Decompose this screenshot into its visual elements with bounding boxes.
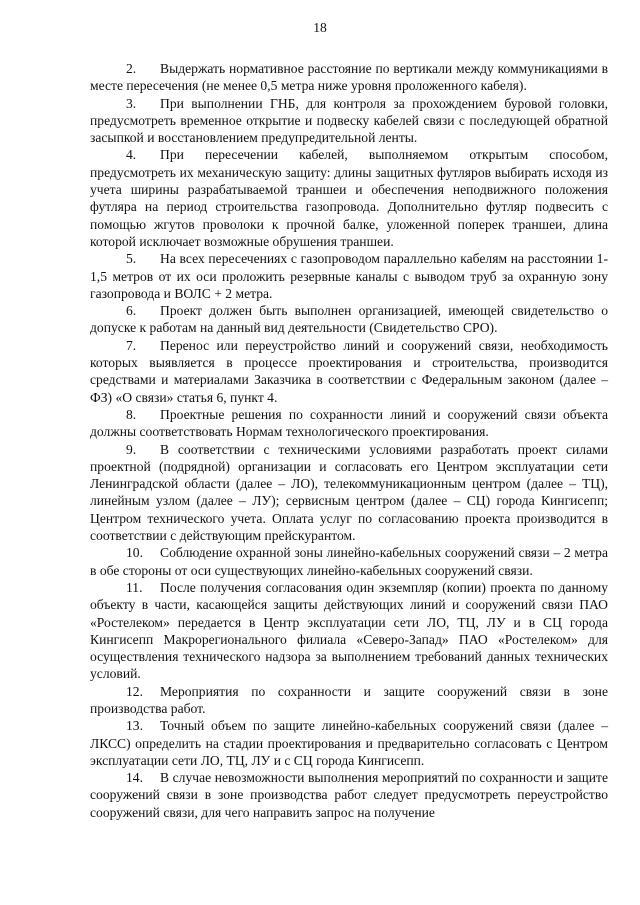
paragraph-5: [90, 250, 608, 302]
paragraph-11: [90, 579, 608, 683]
paragraph-13: [90, 717, 608, 769]
paragraph-text: Проект должен быть выполнен организацией, имеющей свидетельство о допуске к работам на данный вид деятельности (Свидетельство СРО).: [90, 303, 608, 336]
paragraph-number: 10.: [126, 545, 143, 561]
page-number: 18: [313, 20, 327, 35]
paragraph-12: [90, 683, 608, 718]
paragraph-3: [90, 95, 608, 147]
paragraph-text: При выполнении ГНБ, для контроля за прохождением буровой головки, предусмотреть временное открытие и подвеску кабелей связи с последующей обратной засыпкой и восстановлением предупредительной ленты.: [90, 95, 608, 146]
paragraph-text: После получения согласования один экземпляр (копии) проекта по данному объекту в части, касающейся защиты действующих линий и сооружений связи ПАО «Ростелеком» передается в Центр эксплуатации сети ЛО, ТЦ, ЛУ и в СЦ города Кингисепп Макрорегионального филиала «Северо-Запад» ПАО «Ростелеком» для осуществления технического надзора за выполнением требований данных технических условий.: [90, 579, 608, 682]
paragraph-8: [90, 406, 608, 441]
paragraph-text: При пересечении кабелей, выполняемом открытым способом, предусмотреть их механическую защиту: длины защитных футляров выбирать исходя из учета ширины разрабатываемой траншеи и обеспечения неподвижного положения футляра на период строительства газопровода. Дополнительно футляр подвесить с помощью жгутов проволоки к прочной балке, уложенной поперек траншеи, длина которой исключает возможные обрушения траншеи.: [90, 147, 608, 249]
paragraph-text: В случае невозможности выполнения мероприятий по сохранности и защите сооружений связи в зоне производства работ следует предусмотреть переустройство сооружений связи, для чего направить запрос на получение: [90, 770, 608, 820]
paragraph-number: 8.: [126, 406, 137, 422]
paragraph-text: Мероприятия по сохранности и защите сооружений связи в зоне производства работ.: [90, 683, 608, 716]
document-body: [90, 60, 608, 821]
paragraph-10: [90, 544, 608, 579]
paragraph-number: 7.: [126, 337, 137, 353]
paragraph-number: 14.: [126, 770, 143, 786]
paragraph-text: Выдержать нормативное расстояние по вертикали между коммуникациями в месте пересечения (не менее 0,5 метра ниже уровня проложенного кабеля).: [90, 61, 608, 94]
paragraph-14: [90, 769, 608, 821]
paragraph-text: В соответствии с техническими условиями разработать проект силами проектной (подрядной) организации и согласовать его Центром эксплуатации сети Ленинградской области (далее – ЛО), телекоммуникационным центром (далее – ТЦ), линейным узлом (далее – ЛУ); сервисным центром (далее – СЦ) города Кингисепп; Центром технического учета. Оплата услуг по согласованию проекта производится в соответствии с действующим прейскурантом.: [90, 441, 608, 544]
paragraph-text: Соблюдение охранной зоны линейно-кабельных сооружений связи – 2 метра в обе стороны от оси существующих линейно-кабельных сооружений связи.: [90, 545, 608, 578]
paragraph-text: Точный объем по защите линейно-кабельных сооружений связи (далее – ЛКСС) определить на стадии проектирования и предварительно согласовать с Центром эксплуатации сети ЛО, ТЦ, ЛУ и с СЦ города Кингисепп.: [90, 718, 608, 768]
paragraph-number: 4.: [126, 147, 137, 163]
paragraph-9: [90, 441, 608, 545]
paragraph-4: [90, 146, 608, 250]
paragraph-text: На всех пересечениях с газопроводом параллельно кабелям на расстоянии 1-1,5 метров от их оси проложить резервные каналы с выводом труб за охранную зону газопровода и ВОЛС + 2 метра.: [90, 251, 608, 301]
paragraph-7: [90, 337, 608, 406]
paragraph-text: Проектные решения по сохранности линий и сооружений связи объекта должны соответствовать Нормам технологического проектирования.: [90, 406, 608, 440]
paragraph-number: 6.: [126, 303, 137, 319]
paragraph-number: 12.: [126, 683, 143, 699]
paragraph-text: Перенос или переустройство линий и сооружений связи, необходимость которых выявляется в процессе проектирования и строительства, производится средствами и материалами Заказчика в соответствии с Федеральным законом (далее – ФЗ) «О связи» статья 6, пункт 4.: [90, 337, 608, 405]
paragraph-number: 3.: [126, 95, 137, 111]
paragraph-number: 9.: [126, 441, 137, 457]
paragraph-6: [90, 302, 608, 337]
paragraph-number: 11.: [126, 579, 143, 595]
paragraph-number: 5.: [126, 251, 137, 267]
paragraph-number: 13.: [126, 718, 143, 734]
paragraph-number: 2.: [126, 61, 137, 76]
paragraph-2: [90, 60, 608, 95]
